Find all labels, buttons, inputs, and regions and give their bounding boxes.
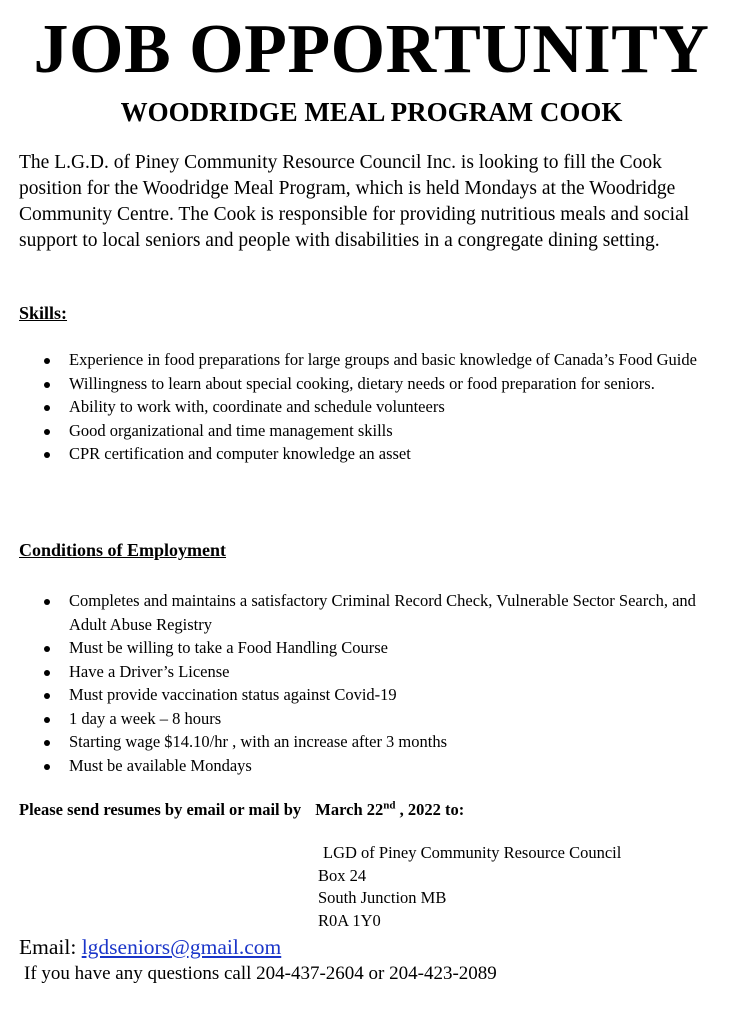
skill-text: Ability to work with, coordinate and schedule volunteers bbox=[69, 397, 445, 416]
list-item bbox=[19, 419, 724, 443]
condition-text: Have a Driver’s License bbox=[69, 661, 230, 681]
email-contact bbox=[19, 933, 281, 961]
address-line: R0A 1Y0 bbox=[318, 910, 381, 930]
list-item bbox=[19, 636, 724, 660]
skill-text: Experience in food preparations for large groups and basic knowledge of Canada’s Food Guide bbox=[69, 350, 697, 369]
bullet-icon bbox=[44, 599, 50, 605]
bullet-icon bbox=[44, 405, 50, 411]
send-text: Please send resumes by email or mail by bbox=[19, 800, 302, 819]
questions-contact: If you have any questions call 204-437-2604 or 204-423-2089 bbox=[24, 963, 497, 984]
address-line: South Junction MB bbox=[318, 888, 447, 907]
list-item bbox=[19, 372, 724, 396]
conditions-heading: Conditions of Employment bbox=[19, 540, 227, 560]
email-link[interactable]: lgdseniors@gmail.com bbox=[81, 935, 282, 959]
bullet-icon bbox=[44, 764, 50, 770]
bullet-icon bbox=[44, 670, 50, 676]
list-item bbox=[19, 442, 724, 466]
list-item bbox=[19, 395, 724, 419]
intro-paragraph: The L.G.D. of Piney Community Resource Council Inc. is looking to fill the Cook position for the Woodridge Meal Program, which is held Mondays at the Woodridge Community Centre. The Cook is responsible for providing nutritious meals and social support to local seniors and people with disabilities in a congregate dining setting. bbox=[19, 152, 690, 251]
mailing-address bbox=[318, 842, 621, 932]
skill-text: Good organizational and time management skills bbox=[69, 420, 393, 440]
list-item bbox=[19, 730, 724, 754]
condition-text: Starting wage $14.10/hr , with an increase after 3 months bbox=[69, 732, 448, 751]
bullet-icon bbox=[44, 358, 50, 364]
bullet-icon bbox=[44, 429, 50, 435]
list-item bbox=[19, 660, 724, 684]
list-item bbox=[19, 683, 724, 707]
list-item bbox=[19, 589, 724, 636]
bullet-icon bbox=[44, 452, 50, 458]
send-instructions bbox=[19, 799, 464, 821]
skills-list bbox=[19, 348, 724, 466]
bullet-icon bbox=[44, 717, 50, 723]
condition-text: Completes and maintains a satisfactory Criminal Record Check, Vulnerable Sector Search, and Adult Abuse Registry bbox=[69, 591, 696, 634]
condition-text: Must be willing to take a Food Handling Course bbox=[69, 638, 388, 657]
deadline-ordinal: nd bbox=[383, 799, 396, 812]
deadline-month-day: March 22 bbox=[315, 800, 384, 819]
conditions-list bbox=[19, 589, 724, 777]
email-label: Email: bbox=[19, 935, 77, 959]
page-title: JOB OPPORTUNITY bbox=[33, 11, 710, 88]
skill-text: Willingness to learn about special cooking, dietary needs or food preparation for seniors. bbox=[69, 373, 655, 393]
address-line: Box 24 bbox=[318, 865, 367, 885]
condition-text: Must provide vaccination status against Covid-19 bbox=[69, 685, 397, 704]
list-item bbox=[19, 707, 724, 731]
bullet-icon bbox=[44, 382, 50, 388]
skill-text: CPR certification and computer knowledge an asset bbox=[69, 444, 411, 463]
deadline-year: , 2022 to: bbox=[399, 800, 465, 819]
bullet-icon bbox=[44, 693, 50, 699]
deadline-date bbox=[315, 800, 464, 819]
list-item bbox=[19, 754, 724, 778]
job-title: WOODRIDGE MEAL PROGRAM COOK bbox=[120, 97, 623, 127]
condition-text: Must be available Mondays bbox=[69, 755, 252, 775]
list-item bbox=[19, 348, 724, 372]
bullet-icon bbox=[44, 646, 50, 652]
bullet-icon bbox=[44, 740, 50, 746]
skills-heading: Skills: bbox=[19, 303, 68, 323]
condition-text: 1 day a week – 8 hours bbox=[69, 708, 222, 728]
address-line: LGD of Piney Community Resource Council bbox=[323, 843, 622, 862]
